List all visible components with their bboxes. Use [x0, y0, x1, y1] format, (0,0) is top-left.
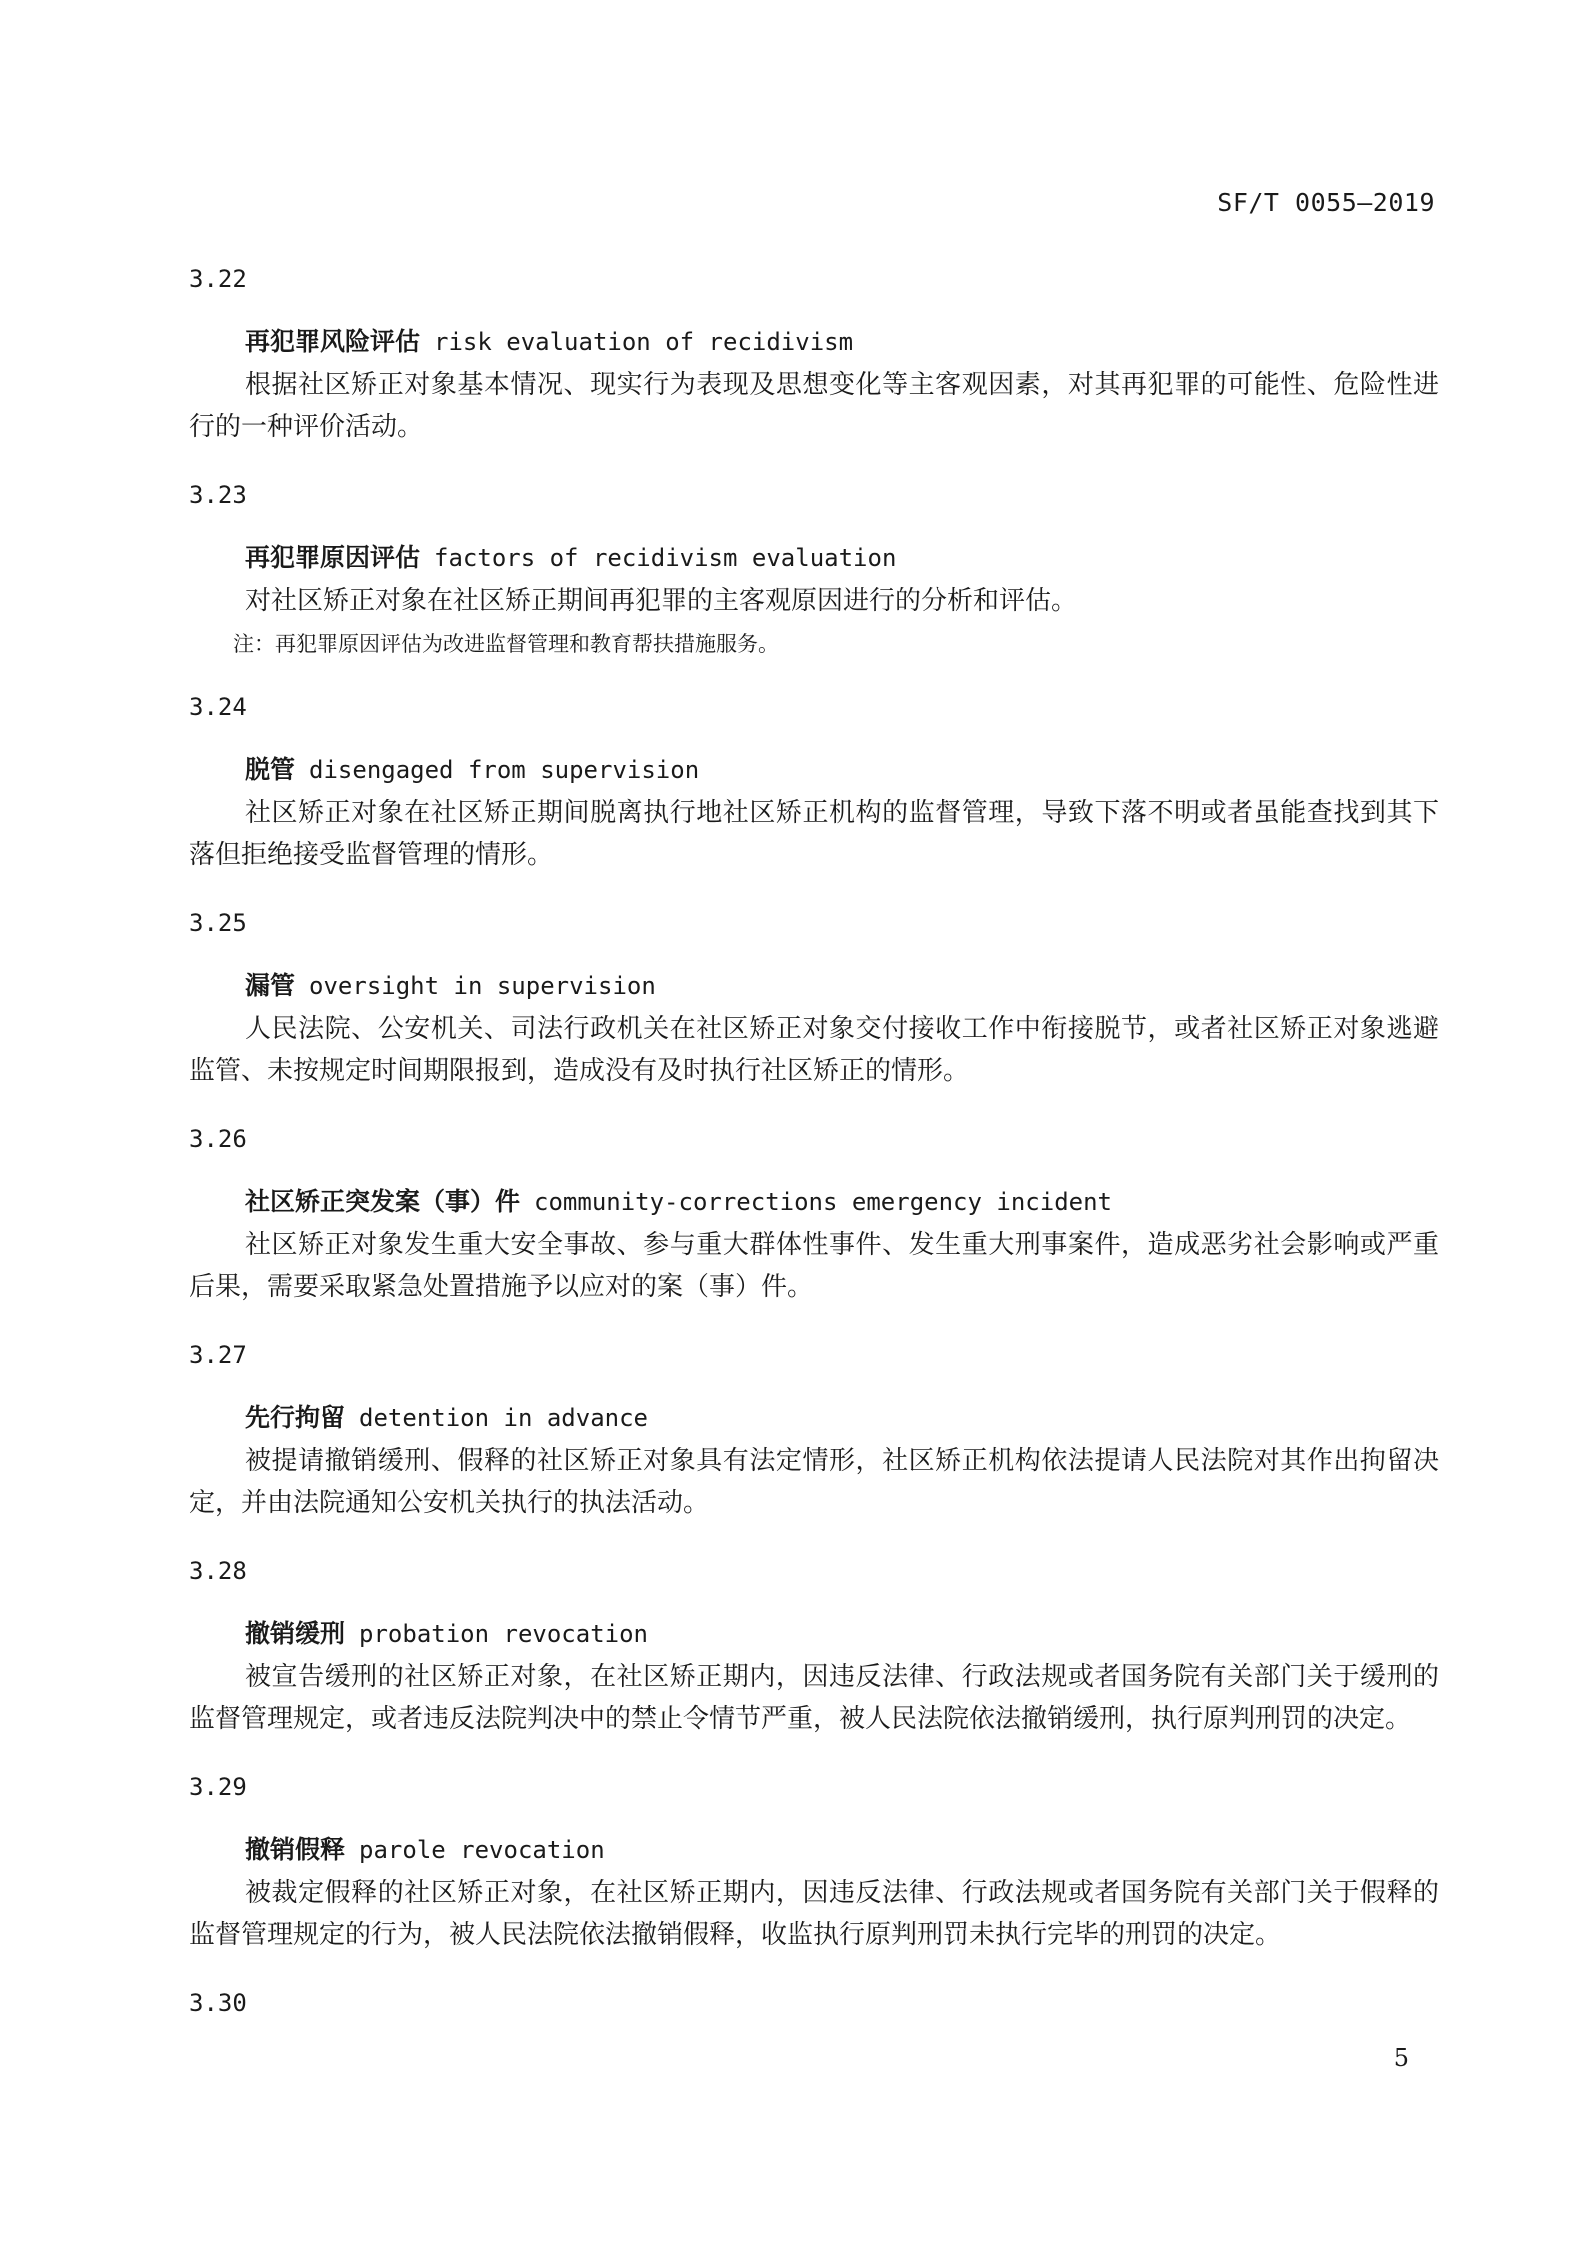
term-en: community-corrections emergency incident: [534, 1188, 1112, 1216]
term-cn: 撤销假释: [245, 1835, 346, 1864]
term-heading: [245, 1616, 1439, 1652]
definition: 被提请撤销缓刑、假释的社区矫正对象具有法定情形，社区矫正机构依法提请人民法院对其作出拘留决定，并由法院通知公安机关执行的执法活动。: [189, 1446, 1439, 1518]
term-en: risk evaluation of recidivism: [434, 328, 854, 356]
term-en: factors of recidivism evaluation: [434, 544, 897, 572]
clause-number: 3.24: [189, 693, 247, 721]
term-en: oversight in supervision: [309, 972, 656, 1000]
clause-number: 3.27: [189, 1341, 247, 1369]
definition: 被裁定假释的社区矫正对象，在社区矫正期内，因违反法律、行政法规或者国务院有关部门关于假释的监督管理规定的行为，被人民法院依法撤销假释，收监执行原判刑罚未执行完毕的刑罚的决定。: [189, 1878, 1439, 1950]
clause-number: 3.28: [189, 1557, 247, 1585]
clause-3-24: [189, 690, 1439, 906]
definition: 社区矫正对象在社区矫正期间脱离执行地社区矫正机构的监督管理，导致下落不明或者虽能查找到其下落但拒绝接受监督管理的情形。: [189, 798, 1439, 870]
clause-number: 3.30: [189, 1989, 247, 2017]
term-cn: 先行拘留: [245, 1403, 346, 1432]
clause-3-26: [189, 1122, 1439, 1338]
clause-number: 3.22: [189, 265, 247, 293]
term-heading: [245, 1184, 1439, 1220]
clause-number: 3.23: [189, 481, 247, 509]
clause-3-29: [189, 1770, 1439, 1986]
clause-3-25: [189, 906, 1439, 1122]
term-heading: [245, 752, 1439, 788]
clause-3-30: [189, 1986, 1439, 2020]
clause-3-28: [189, 1554, 1439, 1770]
term-heading: [245, 968, 1439, 1004]
term-en: detention in advance: [359, 1404, 648, 1432]
clause-number: 3.25: [189, 909, 247, 937]
term-heading: [245, 1832, 1439, 1868]
definition: 社区矫正对象发生重大安全事故、参与重大群体性事件、发生重大刑事案件，造成恶劣社会影响或严重后果，需要采取紧急处置措施予以应对的案（事）件。: [189, 1230, 1439, 1302]
definition: 人民法院、公安机关、司法行政机关在社区矫正对象交付接收工作中衔接脱节，或者社区矫正对象逃避监管、未按规定时间期限报到，造成没有及时执行社区矫正的情形。: [189, 1014, 1439, 1086]
term-heading: [245, 1400, 1439, 1436]
page-number: 5: [1393, 2044, 1409, 2072]
term-en: disengaged from supervision: [309, 756, 700, 784]
term-cn: 撤销缓刑: [245, 1619, 346, 1648]
term-cn: 漏管: [245, 971, 296, 1000]
definition: 对社区矫正对象在社区矫正期间再犯罪的主客观原因进行的分析和评估。: [245, 586, 1078, 616]
term-cn: 再犯罪原因评估: [245, 543, 421, 572]
clause-3-27: [189, 1338, 1439, 1554]
term-heading: [245, 324, 1439, 360]
term-cn: 再犯罪风险评估: [245, 327, 421, 356]
clause-3-23: [189, 478, 1439, 690]
note: 注：再犯罪原因评估为改进监督管理和教育帮扶措施服务。: [233, 632, 779, 656]
term-en: probation revocation: [359, 1620, 648, 1648]
definition: 被宣告缓刑的社区矫正对象，在社区矫正期内，因违反法律、行政法规或者国务院有关部门关于缓刑的监督管理规定，或者违反法院判决中的禁止令情节严重，被人民法院依法撤销缓刑，执行原判刑罚的决定。: [189, 1662, 1439, 1734]
term-cn: 脱管: [245, 755, 296, 784]
term-cn: 社区矫正突发案（事）件: [245, 1187, 521, 1216]
clause-number: 3.29: [189, 1773, 247, 1801]
clause-number: 3.26: [189, 1125, 247, 1153]
document-body: [189, 262, 1439, 2048]
term-en: parole revocation: [359, 1836, 605, 1864]
document-code: SF/T 0055—2019: [1217, 188, 1435, 217]
clause-3-22: [189, 262, 1439, 478]
definition: 根据社区矫正对象基本情况、现实行为表现及思想变化等主客观因素，对其再犯罪的可能性、危险性进行的一种评价活动。: [189, 370, 1439, 442]
term-heading: [245, 540, 1439, 576]
